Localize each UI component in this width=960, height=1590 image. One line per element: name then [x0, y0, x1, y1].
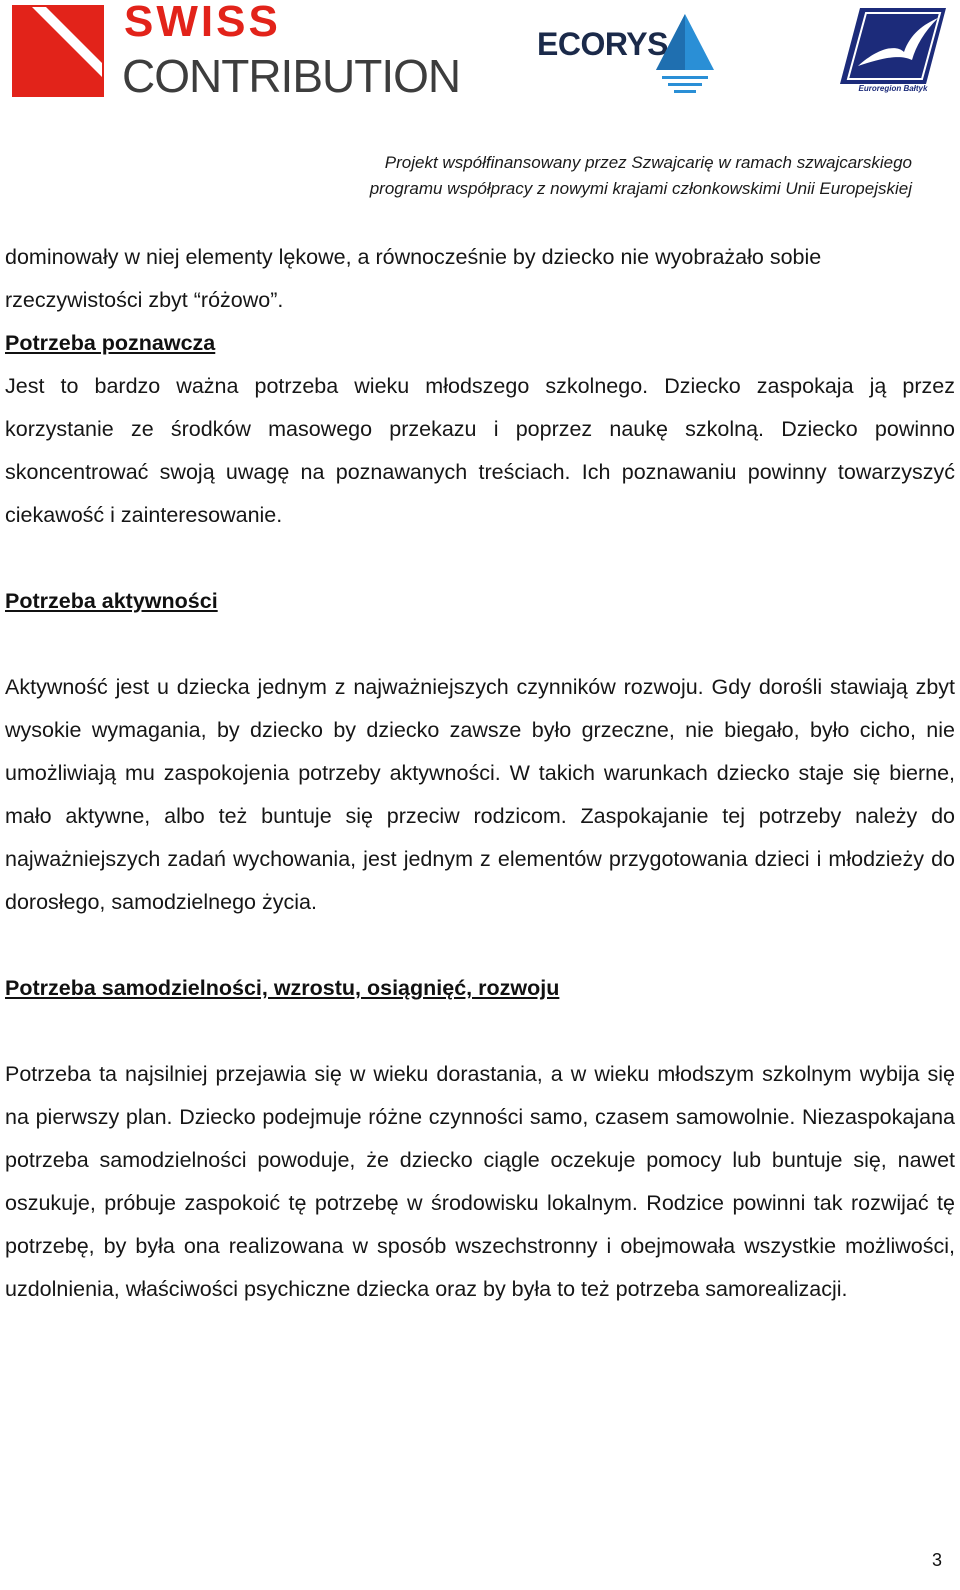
ecorys-logo-text: ECORYS [537, 26, 668, 62]
section-heading-cognitive: Potrzeba poznawcza [5, 331, 216, 355]
water-drop-icon [654, 14, 716, 98]
swiss-logo-line2: CONTRIBUTION [122, 50, 461, 102]
project-funding-line2: programu współpracy z nowymi krajami członkowskimi Unii Europejskiej [369, 179, 912, 198]
euroregion-caption: Euroregion Bałtyk [858, 84, 928, 93]
section-heading-activity: Potrzeba aktywności [5, 589, 218, 613]
continuation-paragraph: dominowały w niej elementy lękowe, a równocześnie by dziecko nie wyobrażało sobie rzeczywistości zbyt “różowo”. [5, 245, 822, 312]
section-paragraph-activity: Aktywność jest u dziecka jednym z najważniejszych czynników rozwoju. Gdy dorośli stawiają zbyt wysokie wymagania, by dziecko by dziecko zawsze było grzeczne, nie biegało, było cicho, nie umożliwiają mu zaspokojenia potrzeby aktywności. W takich warunkach dziecko staje się bierne, mało aktywne, albo też buntuje się przeciw rodzicom. Zaspokajanie tej potrzeby należy do najważniejszych zadań wychowania, jest jednym z elementów przygotowania dzieci i młodzieży do dorosłego, samodzielnego życia. [5, 675, 955, 914]
page-number: 3 [931, 1550, 942, 1570]
swiss-logo-line1: SWISS [124, 0, 281, 46]
section-heading-independence: Potrzeba samodzielności, wzrostu, osiągnięć, rozwoju [5, 976, 560, 1000]
section-paragraph-independence: Potrzeba ta najsilniej przejawia się w wieku dorastania, a w wieku młodszym szkolnym wybija się na pierwszy plan. Dziecko podejmuje różne czynności samo, czasem samowolnie. Niezaspokajana potrzeba samodzielności powoduje, że dziecko ciągle oczekuje pomocy lub buntuje się, nawet oszukuje, próbuje zaspokoić tę potrzebę w środowisku lokalnym. Rodzice powinni tak rozwijać tę potrzebę, by była ona realizowana w sposób wszechstronny i obejmowała wszystkie możliwości, uzdolnienia, właściwości psychiczne dziecka oraz by była to też potrzeba samorealizacji. [5, 1062, 955, 1301]
section-paragraph-cognitive: Jest to bardzo ważna potrzeba wieku młodszego szkolnego. Dziecko zaspokaja ją przez korzystanie ze środków masowego przekazu i poprzez naukę szkolną. Dziecko powinno skoncentrować swoją uwagę na poznawanych treściach. Ich poznawaniu powinny towarzyszyć ciekawość i zainteresowanie. [5, 374, 955, 527]
document-body [5, 236, 955, 1311]
swiss-flag-icon [12, 5, 104, 97]
project-funding-line1: Projekt współfinansowany przez Szwajcarię w ramach szwajcarskiego [384, 153, 912, 172]
